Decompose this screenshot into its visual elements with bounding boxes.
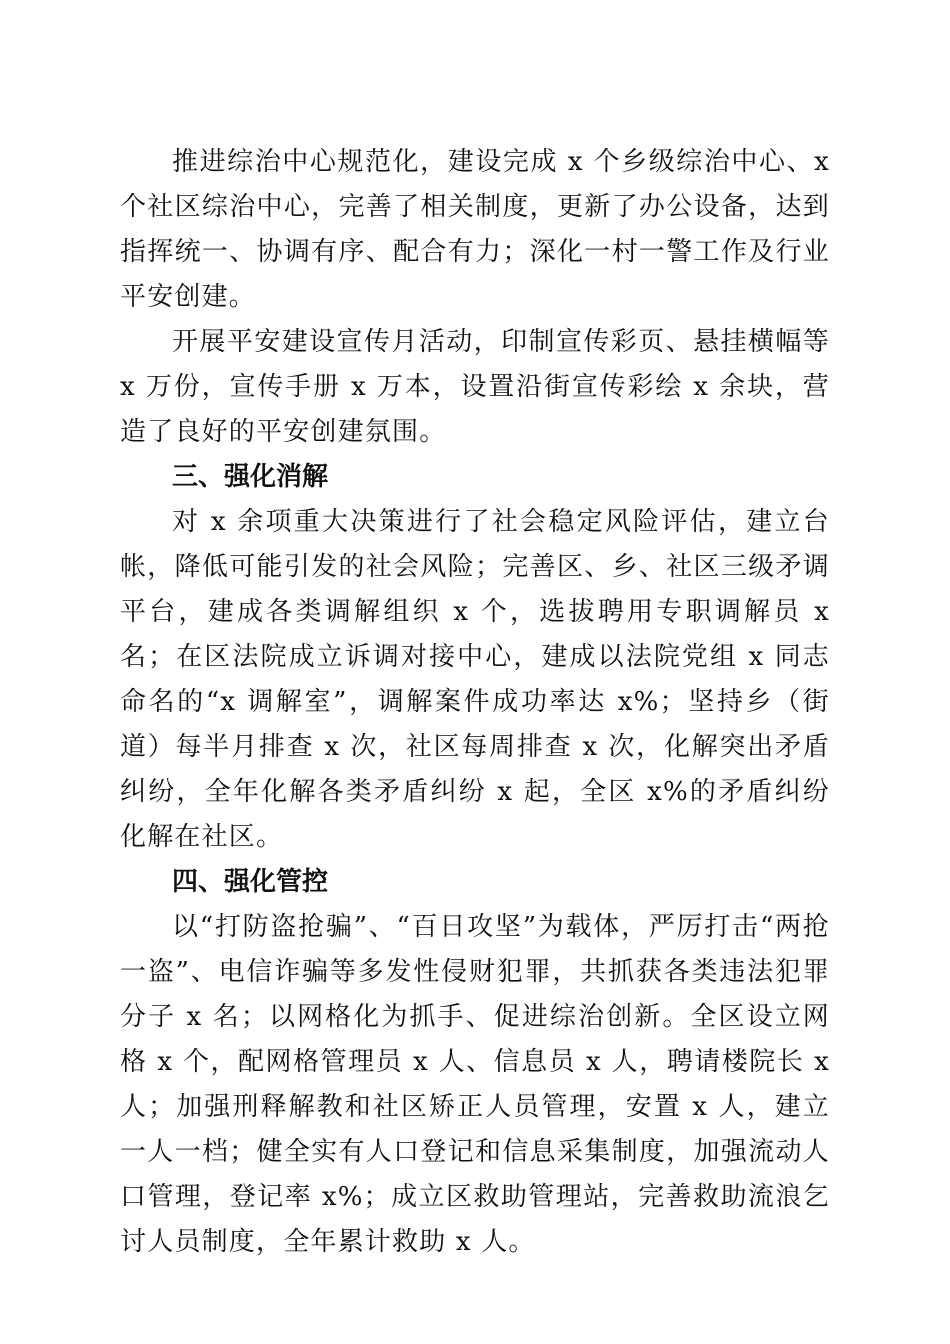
section-heading-control: 四、强化管控 xyxy=(172,867,329,897)
section-heading-resolution: 三、强化消解 xyxy=(172,462,329,492)
paragraph-publicity-month: 开展平安建设宣传月活动，印制宣传彩页、悬挂横幅等 x 万份，宣传手册 x 万本，设置沿街宣传彩绘 x 余块，营造了良好的平安创建氛围。 xyxy=(120,327,830,447)
paragraph-dispute-resolution: 对 x 余项重大决策进行了社会稳定风险评估，建立台帐，降低可能引发的社会风险；完善区、乡、社区三级矛调平台，建成各类调解组织 x 个，选拔聘用专职调解员 x 名；在区法院成立诉调对接中心，建成以法院党组 x 同志命名的“x 调解室”，调解案件成功率达 x%；坚持乡（街道）每半月排查 x 次，社区每周排查 x 次，化解突出矛盾纠纷，全年化解各类矛盾纠纷 x 起，全区 x%的矛盾纠纷化解在社区。 xyxy=(120,507,830,852)
paragraph-crime-control: 以“打防盗抢骗”、“百日攻坚”为载体，严厉打击“两抢一盗”、电信诈骗等多发性侵财犯罪，共抓获各类违法犯罪分子 x 名；以网格化为抓手、促进综治创新。全区设立网格 x 个，配网格管理员 x 人、信息员 x 人，聘请楼院长 x 人；加强刑释解教和社区矫正人员管理，安置 x 人，建立一人一档；健全实有人口登记和信息采集制度，加强流动人口管理，登记率 x%；成立区救助管理站，完善救助流浪乞讨人员制度，全年累计救助 x 人。 xyxy=(120,912,830,1257)
paragraph-comprehensive-center: 推进综治中心规范化，建设完成 x 个乡级综治中心、x 个社区综治中心，完善了相关制度，更新了办公设备，达到指挥统一、协调有序、配合有力；深化一村一警工作及行业平安创建。 xyxy=(120,147,830,312)
document-page xyxy=(120,140,830,1265)
